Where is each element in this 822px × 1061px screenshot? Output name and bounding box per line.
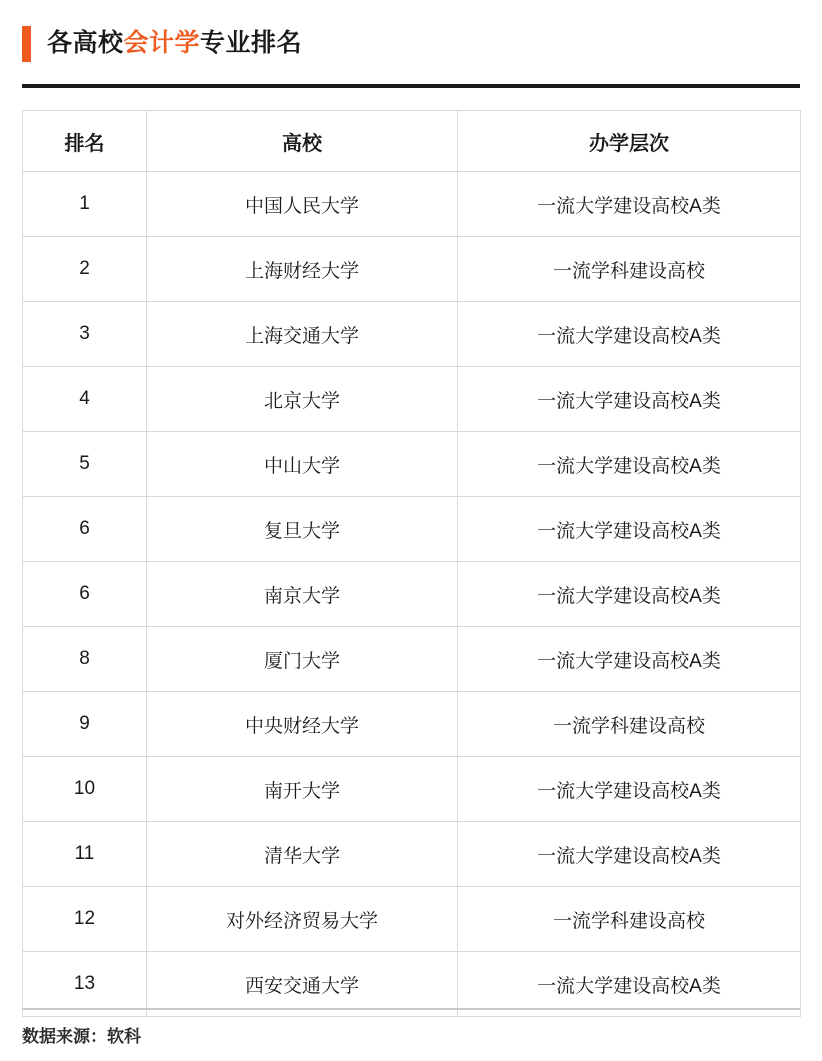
cell-university: 南京大学 (147, 562, 458, 627)
table-row (23, 497, 801, 562)
table-row (23, 302, 801, 367)
cell-level: 一流大学建设高校A类 (458, 952, 801, 1017)
cell-university: 清华大学 (147, 822, 458, 887)
page-footer (0, 1008, 822, 1061)
title-prefix: 各高校 (47, 29, 124, 58)
cell-rank: 8 (23, 627, 147, 692)
cell-rank: 4 (23, 367, 147, 432)
cell-level: 一流大学建设高校A类 (458, 757, 801, 822)
cell-rank: 11 (23, 822, 147, 887)
table-row (23, 237, 801, 302)
accent-bar (22, 26, 31, 62)
table-row (23, 432, 801, 497)
cell-rank: 9 (23, 692, 147, 757)
footer-divider (22, 1008, 800, 1010)
cell-level: 一流大学建设高校A类 (458, 172, 801, 237)
title-highlight: 会计学 (123, 29, 201, 58)
page-header (0, 0, 822, 84)
cell-level: 一流大学建设高校A类 (458, 432, 801, 497)
table-header (23, 111, 801, 172)
cell-rank: 10 (23, 757, 147, 822)
ranking-table (22, 110, 801, 1017)
cell-rank: 5 (23, 432, 147, 497)
cell-level: 一流学科建设高校 (458, 237, 801, 302)
column-header-university: 高校 (147, 111, 458, 172)
table-row (23, 367, 801, 432)
cell-university: 北京大学 (147, 367, 458, 432)
cell-university: 上海财经大学 (147, 237, 458, 302)
data-source-label: 数据来源：软科 (22, 1027, 141, 1046)
cell-university: 南开大学 (147, 757, 458, 822)
table-row (23, 757, 801, 822)
cell-level: 一流大学建设高校A类 (458, 562, 801, 627)
table-row (23, 822, 801, 887)
cell-university: 对外经济贸易大学 (147, 887, 458, 952)
cell-university: 西安交通大学 (147, 952, 458, 1017)
cell-rank: 3 (23, 302, 147, 367)
cell-level: 一流学科建设高校 (458, 887, 801, 952)
cell-university: 上海交通大学 (147, 302, 458, 367)
page-title (47, 30, 302, 58)
table-row (23, 952, 801, 1017)
table-body (23, 172, 801, 1017)
table-header-row (23, 111, 801, 172)
table-row (23, 172, 801, 237)
cell-rank: 6 (23, 562, 147, 627)
table-row (23, 692, 801, 757)
cell-level: 一流大学建设高校A类 (458, 627, 801, 692)
cell-level: 一流大学建设高校A类 (458, 302, 801, 367)
cell-level: 一流大学建设高校A类 (458, 497, 801, 562)
table-row (23, 562, 801, 627)
cell-rank: 1 (23, 172, 147, 237)
column-header-rank: 排名 (23, 111, 147, 172)
cell-rank: 12 (23, 887, 147, 952)
cell-level: 一流大学建设高校A类 (458, 822, 801, 887)
cell-university: 厦门大学 (147, 627, 458, 692)
cell-rank: 13 (23, 952, 147, 1017)
title-suffix: 专业排名 (200, 29, 303, 58)
cell-university: 中国人民大学 (147, 172, 458, 237)
cell-university: 复旦大学 (147, 497, 458, 562)
cell-level: 一流学科建设高校 (458, 692, 801, 757)
cell-university: 中央财经大学 (147, 692, 458, 757)
table-row (23, 887, 801, 952)
cell-university: 中山大学 (147, 432, 458, 497)
cell-rank: 2 (23, 237, 147, 302)
cell-rank: 6 (23, 497, 147, 562)
column-header-level: 办学层次 (458, 111, 801, 172)
cell-level: 一流大学建设高校A类 (458, 367, 801, 432)
table-row (23, 627, 801, 692)
ranking-table-wrapper (0, 88, 822, 1017)
